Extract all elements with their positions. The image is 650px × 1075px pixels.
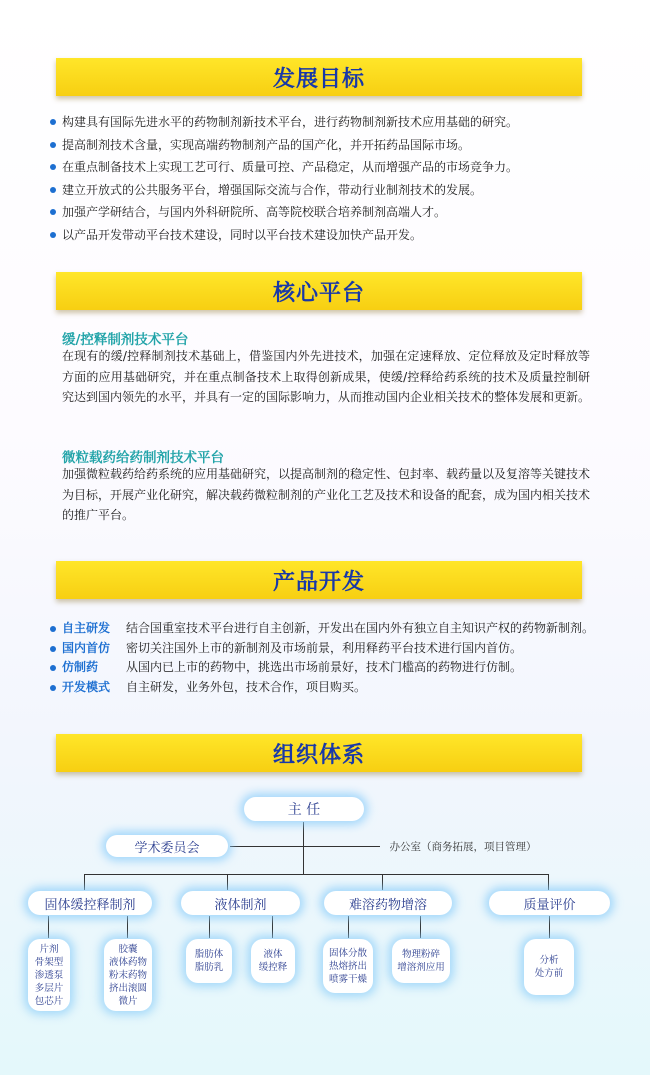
org-leaf-item: 固体分散 — [328, 947, 367, 959]
org-leaf-item: 液体 — [263, 949, 283, 960]
connector-line — [227, 874, 228, 890]
org-leaf-item: 分析 — [539, 955, 559, 966]
connector-line — [272, 916, 273, 938]
org-leaf-item: 胶囊 — [118, 943, 138, 955]
org-leaf-node — [251, 939, 295, 983]
org-leaf-item: 增溶剂应用 — [397, 962, 445, 973]
org-leaf-item: 渗透泵 — [34, 969, 64, 981]
org-leaf-item: 物理粉碎 — [401, 949, 440, 960]
org-leaf-node — [104, 939, 152, 1011]
org-leaf-item: 热熔挤出 — [328, 960, 367, 972]
section-title-products — [56, 561, 582, 599]
org-director-label: 主 任 — [287, 802, 321, 818]
org-dept-solubilization — [324, 891, 452, 915]
org-leaf-item: 脂肪体 — [194, 949, 224, 960]
section-title-text: 组织体系 — [272, 742, 365, 768]
org-leaf-node — [392, 939, 450, 983]
section-title-goals — [56, 58, 582, 96]
product-label: 仿制药 — [62, 660, 99, 674]
product-text: 密切关注国外上市的新制剂及市场前景，利用释药平台技术进行国内首仿。 — [126, 640, 523, 655]
org-dept-liquid — [181, 891, 300, 915]
org-leaf-item: 粉末药物 — [108, 969, 147, 981]
org-leaf-item: 包芯片 — [34, 995, 64, 1007]
org-dept-label: 固体缓控释制剂 — [44, 897, 136, 913]
section-title-text: 核心平台 — [272, 280, 365, 306]
connector-line — [230, 846, 380, 847]
list-item: 建立开放式的公共服务平台，增强国际交流与合作，带动行业制剂技术的发展。 — [48, 179, 628, 202]
connector-line — [548, 874, 549, 890]
org-leaf-item: 挤出滚圆 — [108, 982, 147, 994]
list-item: 提高制剂技术含量，实现高端药物制剂产品的国产化，并开拓药品国际市场。 — [48, 134, 628, 157]
org-leaf-item: 喷雾干燥 — [328, 973, 367, 985]
section-title-platform — [56, 272, 582, 310]
list-item — [48, 678, 638, 698]
product-label: 自主研发 — [62, 621, 111, 635]
list-item — [48, 619, 638, 639]
org-leaf-item: 脂肪乳 — [194, 962, 224, 973]
org-leaf-node — [186, 939, 232, 983]
org-leaf-item: 片剂 — [39, 943, 59, 955]
platform-paragraph-microparticle: 加强微粒载药给药系统的应用基础研究，以提高制剂的稳定性、包封率、载药量以及复溶等关键技术为目标，开展产业化研究，解决载药微粒制剂的产业化工艺及技术和设备的配套，成为国内相关技术的推广平台。 — [62, 467, 591, 522]
org-leaf-node — [323, 939, 373, 993]
section-title-text: 发展目标 — [272, 66, 365, 92]
org-leaf-item: 缓控释 — [258, 962, 288, 973]
org-director-node — [244, 797, 364, 821]
list-item: 以产品开发带动平台技术建设，同时以平台技术建设加快产品开发。 — [48, 224, 628, 247]
list-item: 构建具有国际先进水平的药物制剂新技术平台，进行药物制剂新技术应用基础的研究。 — [48, 111, 628, 134]
connector-line — [348, 916, 349, 938]
org-dept-label: 质量评价 — [523, 897, 576, 913]
list-item — [48, 658, 638, 678]
org-office-node — [381, 835, 545, 857]
org-leaf-item: 多层片 — [34, 982, 64, 994]
list-item — [48, 639, 638, 659]
org-committee-node — [106, 835, 228, 857]
org-committee-label: 学术委员会 — [134, 840, 200, 856]
platform-subtitle-microparticle: 微粒载药给药制剂技术平台 — [62, 450, 224, 466]
org-office-label: 办公室（商务拓展，项目管理） — [389, 840, 537, 853]
platform-subtitle-controlled-release: 缓/控释制剂技术平台 — [62, 332, 189, 348]
section-title-text: 产品开发 — [272, 569, 365, 595]
connector-line — [382, 874, 383, 890]
section-title-org — [56, 734, 582, 772]
org-dept-label: 液体制剂 — [214, 897, 267, 913]
connector-line — [303, 822, 304, 874]
org-dept-quality — [489, 891, 610, 915]
connector-line — [127, 916, 128, 938]
product-label: 开发模式 — [62, 679, 111, 694]
org-leaf-item: 微片 — [118, 995, 138, 1007]
org-leaf-item: 骨架型 — [34, 956, 64, 968]
connector-line — [48, 916, 49, 938]
connector-line — [84, 874, 85, 890]
product-text: 自主研发，业务外包，技术合作，项目购买。 — [126, 679, 367, 694]
org-dept-solid-controlled-release — [28, 891, 152, 915]
connector-line — [209, 916, 210, 938]
org-leaf-node — [524, 939, 574, 995]
list-item: 加强产学研结合，与国内外科研院所、高等院校联合培养制剂高端人才。 — [48, 201, 628, 224]
connector-line — [420, 916, 421, 938]
org-dept-label: 难溶药物增溶 — [348, 897, 427, 913]
org-leaf-node — [28, 939, 70, 1011]
list-item: 在重点制备技术上实现工艺可行、质量可控、产品稳定，从而增强产品的市场竞争力。 — [48, 156, 628, 179]
goals-list — [48, 111, 628, 246]
products-list — [48, 619, 638, 697]
org-leaf-item: 处方前 — [534, 968, 564, 979]
connector-line — [549, 916, 550, 938]
platform-paragraph-controlled-release: 在现有的缓/控释制剂技术基础上，借鉴国内外先进技术，加强在定速释放、定位释放及定时释放等方面的应用基础研究，并在重点制备技术上取得创新成果，使缓/控释给药系统的技术及质量控制研究达到国内领先的水平，并具有一定的国际影响力，从而推动国内企业相关技术的整体发展和更新。 — [62, 349, 591, 404]
org-leaf-item: 液体药物 — [108, 956, 147, 968]
product-text: 结合国重室技术平台进行自主创新，开发出在国内外有独立自主知识产权的药物新制剂。 — [126, 621, 595, 635]
connector-line — [84, 874, 549, 875]
product-text: 从国内已上市的药物中，挑选出市场前景好，技术门槛高的药物进行仿制。 — [126, 660, 523, 674]
product-label: 国内首仿 — [62, 640, 111, 655]
